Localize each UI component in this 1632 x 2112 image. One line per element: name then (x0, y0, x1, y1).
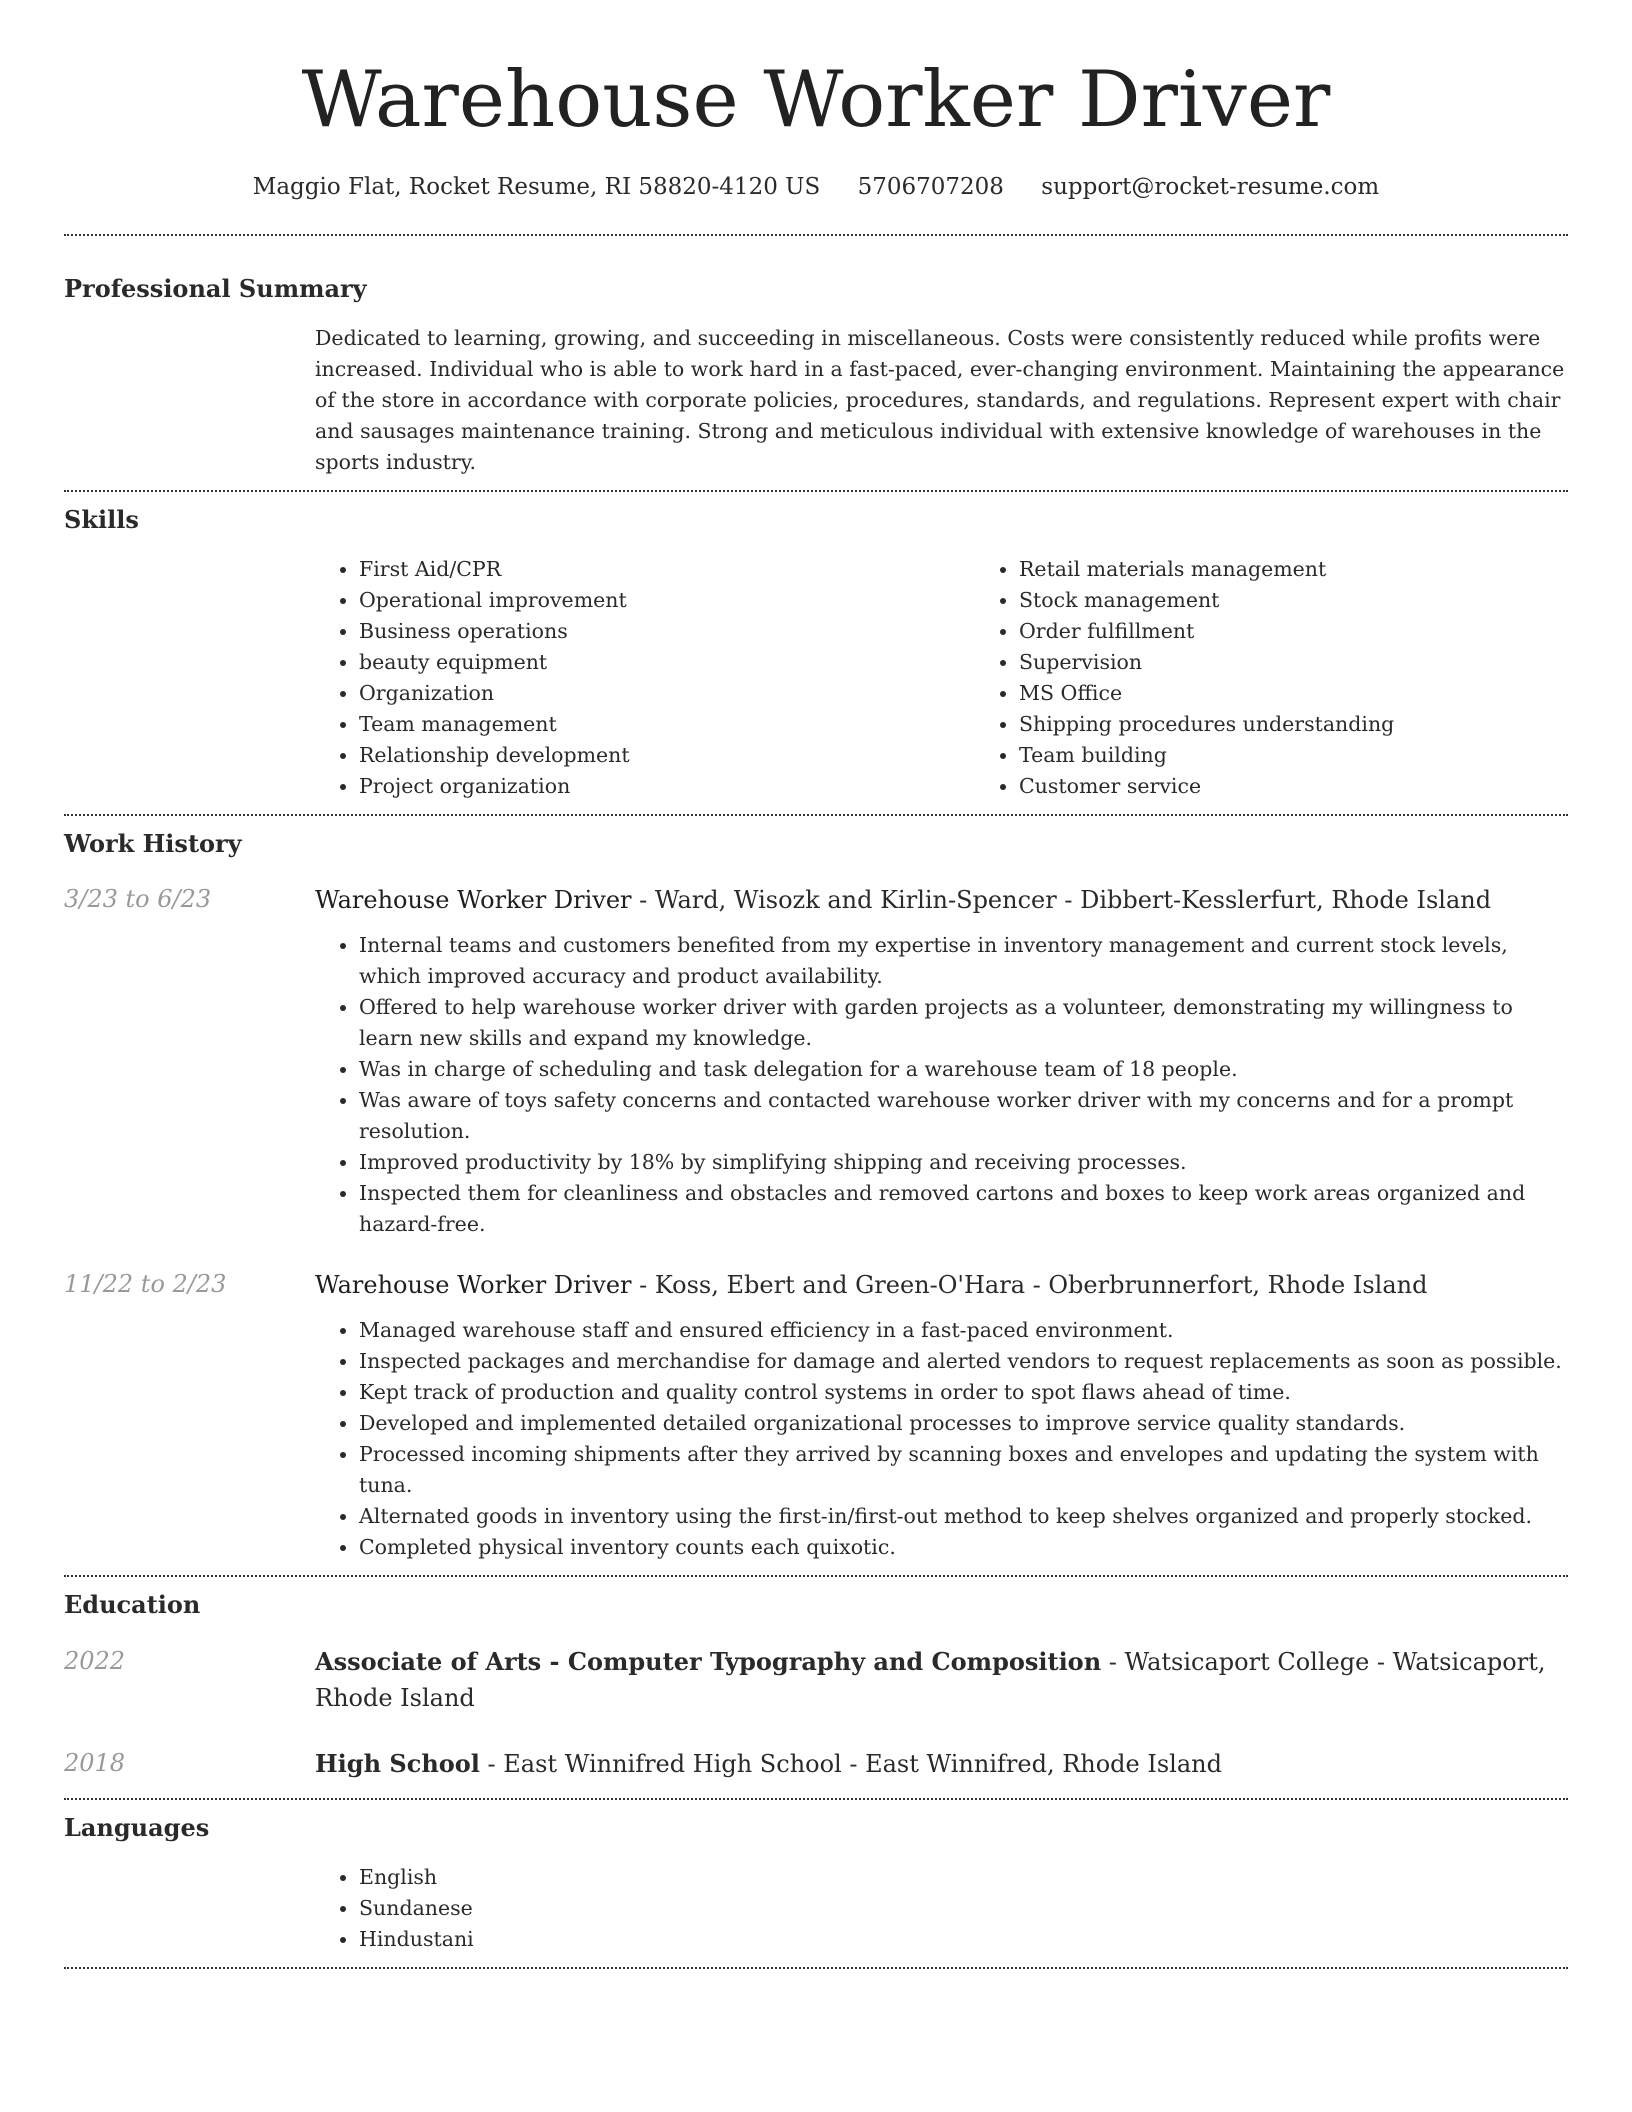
education-school: - Watsicaport College - Watsicaport, Rhode Island (315, 1648, 1546, 1712)
skill-item: • Team management (359, 709, 975, 740)
contact-email: support@rocket-resume.com (1041, 174, 1380, 200)
job-position: Warehouse Worker Driver (315, 1271, 632, 1299)
skills-list-left (315, 554, 975, 802)
skill-item: • Order fulfillment (1019, 616, 1632, 647)
languages-list (315, 1862, 1568, 1955)
job-entry (64, 882, 1568, 1240)
job-bullet: • Internal teams and customers benefited from my expertise in inventory management and current stock levels, which improved accuracy and product availability. (359, 930, 1568, 992)
job-bullet: • Processed incoming shipments after they arrived by scanning boxes and envelopes and updating the system with tuna. (359, 1439, 1568, 1501)
job-employer: - Koss, Ebert and Green-O'Hara - Oberbrunnerfort, Rhode Island (631, 1271, 1428, 1299)
job-bullet: • Kept track of production and quality control systems in order to spot flaws ahead of time. (359, 1377, 1568, 1408)
skills-section (64, 492, 1568, 814)
skill-item: • Customer service (1019, 771, 1632, 802)
job-bullet: • Offered to help warehouse worker driver with garden projects as a volunteer, demonstrating my willingness to learn new skills and expand my knowledge. (359, 992, 1568, 1054)
job-bullet: • Was aware of toys safety concerns and contacted warehouse worker driver with my concerns and for a prompt resolution. (359, 1085, 1568, 1147)
job-bullet: • Was in charge of scheduling and task delegation for a warehouse team of 18 people. (359, 1054, 1568, 1085)
summary-section (64, 236, 1568, 490)
job-entry (64, 1267, 1568, 1563)
skill-item: • Business operations (359, 616, 975, 647)
section-title-languages: Languages (64, 1813, 210, 1842)
job-position: Warehouse Worker Driver (315, 886, 632, 914)
education-entry (64, 1746, 1568, 1782)
education-degree: High School (315, 1749, 480, 1778)
skill-item: • First Aid/CPR (359, 554, 975, 585)
skill-item: • Retail materials management (1019, 554, 1632, 585)
education-school: - East Winnifred High School - East Winnifred, Rhode Island (479, 1750, 1222, 1778)
job-bullet: • Alternated goods in inventory using the first-in/first-out method to keep shelves organized and properly stocked. (359, 1501, 1568, 1532)
languages-section (64, 1800, 1568, 1967)
skills-list-right (975, 554, 1632, 802)
work-section (64, 816, 1568, 1575)
skill-item: • Team building (1019, 740, 1632, 771)
skill-item: • Stock management (1019, 585, 1632, 616)
job-bullet: • Completed physical inventory counts each quixotic. (359, 1532, 1568, 1563)
candidate-name: Warehouse Worker Driver (301, 55, 1331, 145)
job-employer: - Ward, Wisozk and Kirlin-Spencer - Dibbert-Kesslerfurt, Rhode Island (631, 886, 1492, 914)
job-bullet: • Managed warehouse staff and ensured efficiency in a fast-paced environment. (359, 1315, 1568, 1346)
skill-item: • Operational improvement (359, 585, 975, 616)
job-bullet: • Developed and implemented detailed organizational processes to improve service quality standards. (359, 1408, 1568, 1439)
job-dates: 3/23 to 6/23 (64, 885, 212, 913)
education-entry (64, 1644, 1568, 1716)
language-item: • Sundanese (359, 1893, 1568, 1924)
job-bullet: • Inspected packages and merchandise for damage and alerted vendors to request replacements as soon as possible. (359, 1346, 1568, 1377)
education-section (64, 1577, 1568, 1798)
skill-item: • Relationship development (359, 740, 975, 771)
contact-address: Maggio Flat, Rocket Resume, RI 58820-4120 US (252, 174, 821, 200)
divider (64, 1967, 1568, 1969)
section-title-summary: Professional Summary (64, 274, 367, 303)
section-title-education: Education (64, 1590, 201, 1619)
education-year: 2022 (64, 1647, 126, 1675)
job-bullets (315, 1315, 1568, 1563)
summary-text: Dedicated to learning, growing, and succeeding in miscellaneous. Costs were consistently reduced while profits were increased. Individual who is able to work hard in a fast-paced, ever-changing environment. Maintaining the appearance of the store in accordance with corporate policies, procedures, standards, and regulations. Represent expert with chair and sausages maintenance training. Strong and meticulous individual with extensive knowledge of warehouses in the sports industry. (315, 326, 1565, 474)
job-title (315, 882, 1568, 918)
skill-item: • Project organization (359, 771, 975, 802)
skill-item: • Organization (359, 678, 975, 709)
job-dates: 11/22 to 2/23 (64, 1270, 227, 1298)
job-bullet: • Inspected them for cleanliness and obstacles and removed cartons and boxes to keep work areas organized and hazard-free. (359, 1178, 1568, 1240)
skill-item: • Supervision (1019, 647, 1632, 678)
job-bullet: • Improved productivity by 18% by simplifying shipping and receiving processes. (359, 1147, 1568, 1178)
education-year: 2018 (64, 1749, 126, 1777)
contact-line (64, 170, 1568, 204)
language-item: • English (359, 1862, 1568, 1893)
skill-item: • beauty equipment (359, 647, 975, 678)
skill-item: • MS Office (1019, 678, 1632, 709)
contact-phone: 5706707208 (857, 174, 1004, 200)
section-title-skills: Skills (64, 505, 139, 534)
resume-header (64, 0, 1568, 204)
skills-left-spacer (64, 554, 315, 802)
skill-item: • Shipping procedures understanding (1019, 709, 1632, 740)
education-title (315, 1644, 1568, 1716)
section-title-work: Work History (64, 829, 242, 858)
summary-left-spacer (64, 323, 315, 478)
languages-left-spacer (64, 1862, 315, 1955)
education-degree: Associate of Arts - Computer Typography and Composition (315, 1647, 1102, 1676)
skills-grid (315, 554, 1632, 802)
job-bullets (315, 930, 1568, 1240)
job-title (315, 1267, 1568, 1303)
language-item: • Hindustani (359, 1924, 1568, 1955)
education-title (315, 1746, 1568, 1782)
